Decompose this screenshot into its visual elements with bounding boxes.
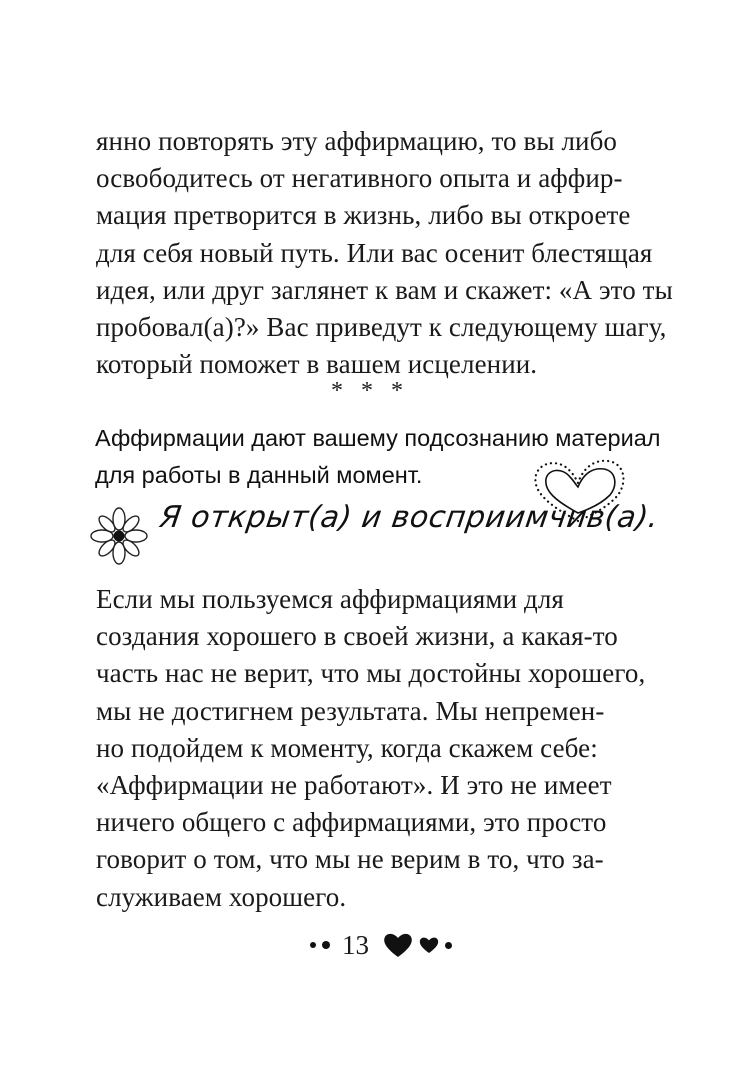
small-dot-icon [310, 942, 316, 948]
paragraph-top [96, 123, 673, 383]
text-line: мация претворится в жизнь, либо вы откроете [96, 200, 631, 231]
heading-line: Аффирмации дают вашему подсознанию материал [95, 425, 661, 451]
medium-dot-icon [322, 941, 330, 949]
heart-doodle-icon [528, 455, 628, 525]
page-number: 13 [342, 929, 369, 960]
text-line: Если мы пользуемся аффирмациями для [96, 584, 564, 614]
text-line: мы не достигнем результата. Мы непремен- [96, 695, 605, 726]
text-line: который поможет в вашем исцелении. [96, 349, 538, 380]
text-line: для себя новый путь. Или вас осенит блестящая [96, 237, 653, 268]
text-line: ничего общего с аффирмациями, это просто [96, 807, 607, 838]
text-line: часть нас не верит, что мы достойны хорошего, [96, 658, 646, 689]
text-line: но подойдем к моменту, когда скажем себе: [96, 732, 598, 763]
section-separator: * * * [331, 378, 409, 404]
text-line: служиваем хорошего. [96, 881, 347, 912]
text-line: «Аффирмации не работают». И это не имеет [96, 770, 612, 801]
heading-line: для работы в данный момент. [95, 462, 423, 488]
paragraph-bottom [96, 581, 646, 916]
flower-doodle-icon [88, 505, 150, 567]
text-line: пробовал(а)?» Вас приведут к следующему шагу, [96, 312, 667, 343]
text-line: янно повторять эту аффирмацию, то вы либо [96, 126, 618, 156]
text-line: говорит о том, что мы не верим в то, что за- [96, 844, 604, 875]
end-dot-icon [445, 942, 452, 949]
heart-large-icon [383, 932, 413, 958]
page-footer [310, 925, 452, 965]
text-line: создания хорошего в своей жизни, а какая-то [96, 621, 618, 652]
text-line: идея, или друг заглянет к вам и скажет: «А это ты [96, 274, 673, 305]
text-line: освободитесь от негативного опыта и аффир- [96, 163, 623, 194]
affirmation-handwritten: Я открыт(а) и восприимчив(а). [157, 500, 661, 535]
heart-small-icon [419, 936, 439, 954]
